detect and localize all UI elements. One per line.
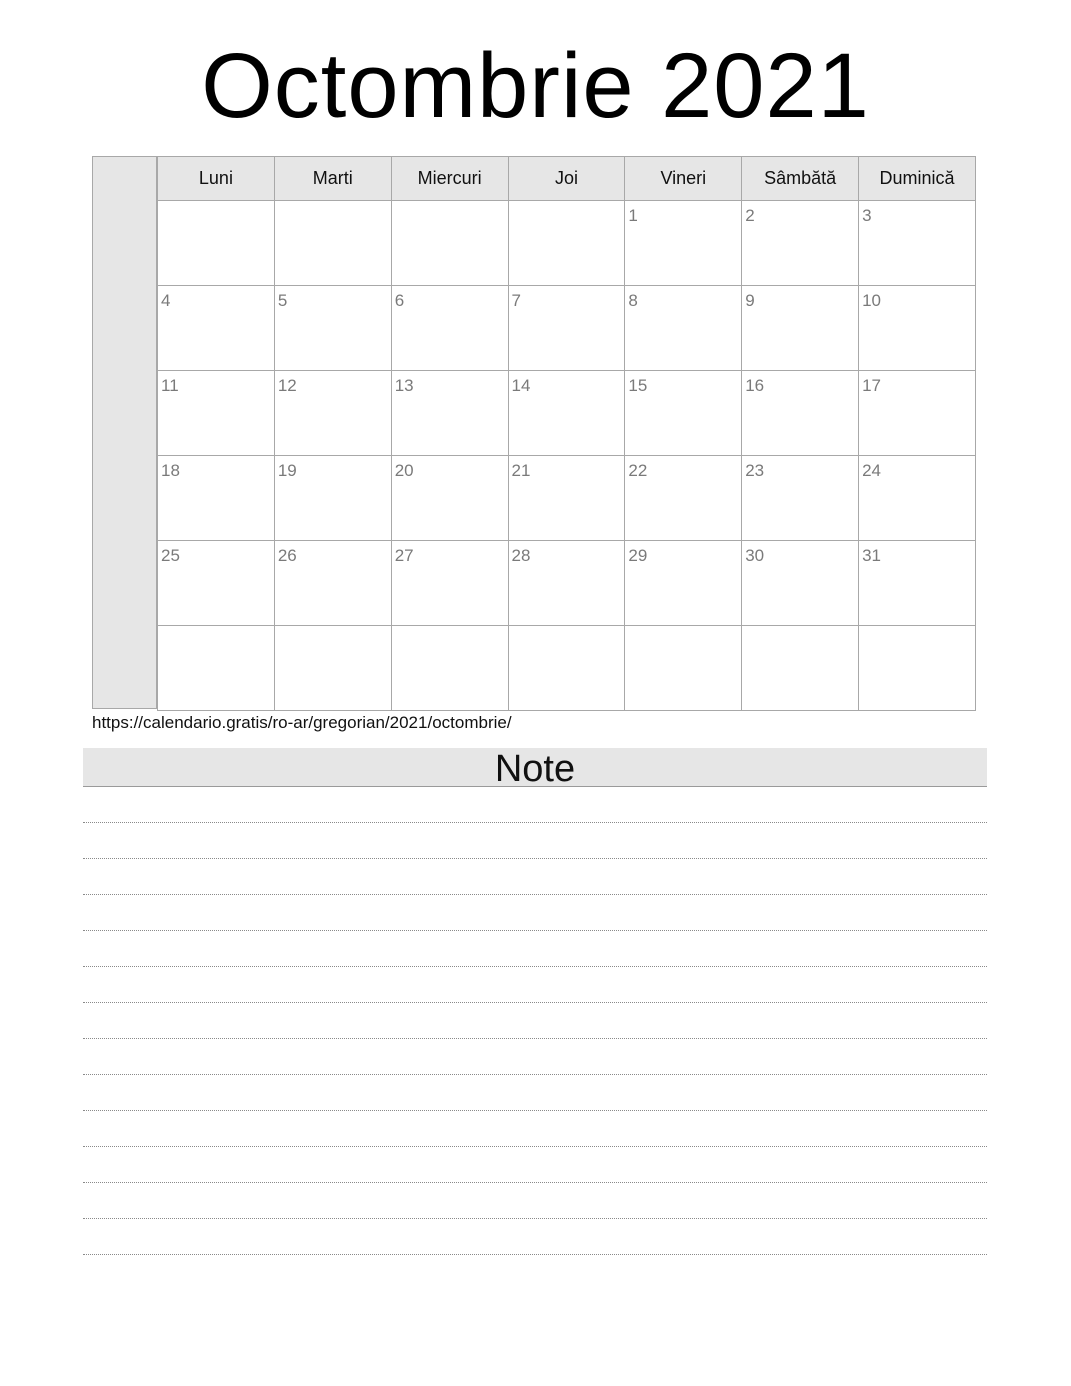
day-cell — [625, 371, 742, 456]
day-number: 25 — [161, 546, 180, 565]
note-line — [83, 1147, 987, 1183]
week-row — [158, 371, 976, 456]
day-cell — [625, 541, 742, 626]
day-number: 29 — [628, 546, 648, 565]
weekday-header: Vineri — [625, 157, 742, 201]
day-number: 2 — [745, 206, 755, 225]
day-cell — [274, 541, 391, 626]
day-number: 13 — [394, 376, 414, 395]
day-number: 19 — [277, 461, 297, 480]
day-cell — [391, 456, 508, 541]
day-number: 1 — [628, 206, 638, 225]
day-cell — [508, 626, 625, 711]
day-cell — [508, 456, 625, 541]
day-cell — [391, 626, 508, 711]
day-cell — [625, 456, 742, 541]
day-number: 23 — [745, 461, 765, 480]
day-cell — [274, 456, 391, 541]
weekday-header: Duminică — [859, 157, 976, 201]
day-cell — [625, 201, 742, 286]
day-number: 14 — [511, 376, 531, 395]
day-number — [392, 626, 508, 631]
week-row — [158, 456, 976, 541]
week-row — [158, 541, 976, 626]
day-number: 5 — [277, 291, 288, 310]
day-number: 21 — [511, 461, 531, 480]
day-number: 10 — [862, 291, 881, 310]
day-number: 11 — [161, 376, 179, 395]
day-number — [275, 201, 391, 206]
day-number: 22 — [628, 461, 648, 480]
day-cell — [625, 286, 742, 371]
day-number: 18 — [161, 461, 180, 480]
note-line — [83, 1183, 987, 1219]
weekday-header: Marti — [274, 157, 391, 201]
day-cell — [274, 286, 391, 371]
note-line — [83, 859, 987, 895]
day-number: 24 — [862, 461, 881, 480]
day-cell — [274, 626, 391, 711]
note-line — [83, 1219, 987, 1255]
day-cell — [274, 371, 391, 456]
day-cell — [158, 371, 275, 456]
day-cell — [158, 626, 275, 711]
day-number — [158, 626, 274, 631]
day-cell — [391, 541, 508, 626]
day-cell — [742, 201, 859, 286]
day-cell — [859, 541, 976, 626]
day-number — [859, 626, 975, 631]
page-title: Octombrie 2021 — [201, 35, 870, 137]
day-number: 12 — [277, 376, 297, 395]
day-cell — [859, 626, 976, 711]
day-cell — [508, 286, 625, 371]
day-number — [275, 626, 391, 631]
note-line — [83, 1075, 987, 1111]
day-number: 9 — [745, 291, 755, 310]
week-row — [158, 286, 976, 371]
day-cell — [508, 201, 625, 286]
day-cell — [742, 541, 859, 626]
day-cell — [625, 626, 742, 711]
weekday-header: Miercuri — [391, 157, 508, 201]
month-table — [157, 156, 976, 711]
day-cell — [508, 371, 625, 456]
day-number — [742, 626, 858, 631]
day-cell — [158, 541, 275, 626]
day-number: 8 — [628, 291, 638, 310]
day-number: 20 — [394, 461, 414, 480]
day-number: 6 — [394, 291, 405, 310]
day-cell — [742, 371, 859, 456]
day-number: 16 — [745, 376, 765, 395]
day-number — [158, 201, 274, 206]
day-cell — [391, 286, 508, 371]
day-cell — [859, 456, 976, 541]
note-line — [83, 1003, 987, 1039]
weekday-header: Luni — [158, 157, 275, 201]
day-number — [509, 201, 625, 206]
day-cell — [158, 456, 275, 541]
day-cell — [742, 286, 859, 371]
source-url: https://calendario.gratis/ro-ar/gregorian/2021/octombrie/ — [92, 713, 512, 732]
day-number: 27 — [394, 546, 414, 565]
day-number: 31 — [862, 546, 881, 565]
day-cell — [391, 201, 508, 286]
note-line — [83, 1039, 987, 1075]
notes-heading: Note — [83, 748, 987, 787]
note-line — [83, 967, 987, 1003]
calendar-grid — [92, 156, 976, 709]
day-number — [392, 201, 508, 206]
week-sidebar — [92, 156, 157, 709]
weekday-header-row — [158, 157, 976, 201]
day-number — [625, 626, 741, 631]
day-number: 28 — [511, 546, 531, 565]
note-line — [83, 823, 987, 859]
day-number: 26 — [277, 546, 297, 565]
day-cell — [859, 286, 976, 371]
day-cell — [859, 201, 976, 286]
note-line — [83, 787, 987, 823]
day-number: 4 — [161, 291, 171, 310]
day-cell — [859, 371, 976, 456]
day-cell — [742, 456, 859, 541]
day-number: 30 — [745, 546, 765, 565]
weekday-header: Joi — [508, 157, 625, 201]
day-number — [509, 626, 625, 631]
day-cell — [158, 201, 275, 286]
weekday-header: Sâmbătă — [742, 157, 859, 201]
day-cell — [391, 371, 508, 456]
day-cell — [508, 541, 625, 626]
note-line — [83, 895, 987, 931]
day-cell — [158, 286, 275, 371]
day-number: 15 — [628, 376, 648, 395]
week-row — [158, 201, 976, 286]
day-number: 7 — [511, 291, 521, 310]
note-line — [83, 931, 987, 967]
day-number: 3 — [862, 206, 872, 225]
week-row — [158, 626, 976, 711]
day-cell — [274, 201, 391, 286]
day-number: 17 — [862, 376, 881, 395]
note-line — [83, 1111, 987, 1147]
day-cell — [742, 626, 859, 711]
notes-section — [83, 748, 987, 1255]
